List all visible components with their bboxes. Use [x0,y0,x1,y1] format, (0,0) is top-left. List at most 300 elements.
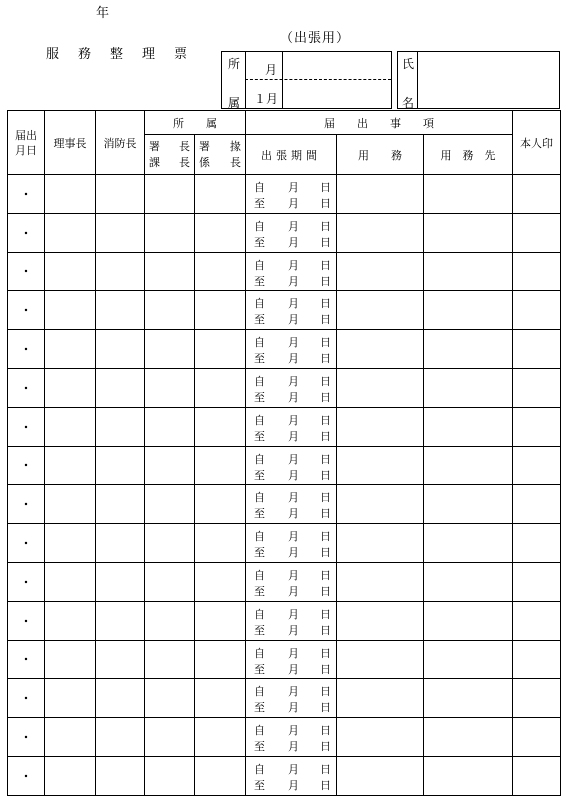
date-separator: ・ [20,575,32,589]
table-row [8,485,561,524]
business-cell[interactable] [337,601,424,640]
month-label: 月 [288,507,299,521]
seal-cell[interactable] [513,446,561,485]
table-row [8,562,561,601]
notify-date-cell[interactable] [8,330,45,369]
aff-col1-c3: 課 [149,155,160,169]
fire-chief-cell[interactable] [96,175,145,214]
chief-director-cell[interactable] [45,485,96,524]
seal-cell[interactable] [513,524,561,563]
day-label: 日 [320,258,331,272]
aff-col2-cell[interactable] [195,524,246,563]
period-prefix: 自 [254,530,265,544]
table-row [8,407,561,446]
day-label: 日 [320,568,331,582]
month-label: 月 [288,429,299,443]
table-row [8,679,561,718]
period-cell[interactable] [246,640,337,679]
month-cell[interactable] [245,51,283,109]
month-label: 月 [288,646,299,660]
business-header: 用 務 [337,135,424,175]
table-row [8,446,561,485]
destination-cell[interactable] [424,524,513,563]
name-input-cell[interactable] [417,51,560,109]
chief-director-cell[interactable] [45,524,96,563]
day-label: 日 [320,607,331,621]
date-separator: ・ [20,187,32,201]
month-label: 月 [288,352,299,366]
notify-date-cell[interactable] [8,175,45,214]
destination-cell[interactable] [424,446,513,485]
seal-cell[interactable] [513,718,561,757]
aff-col1-cell[interactable] [145,679,195,718]
day-label: 日 [320,313,331,327]
period-cell[interactable] [246,330,337,369]
aff-col2-cell[interactable] [195,562,246,601]
destination-cell[interactable] [424,368,513,407]
month-label: 月 [288,584,299,598]
seal-cell[interactable] [513,252,561,291]
fire-chief-cell[interactable] [96,562,145,601]
period-prefix: 至 [254,468,265,482]
date-separator: ・ [20,381,32,395]
table-row [8,252,561,291]
period-cell[interactable] [246,524,337,563]
business-cell[interactable] [337,562,424,601]
notify-date-cell[interactable] [8,368,45,407]
day-label: 日 [320,530,331,544]
destination-cell[interactable] [424,213,513,252]
aff-col1-cell[interactable] [145,485,195,524]
chief-director-cell[interactable] [45,718,96,757]
aff-col2-cell[interactable] [195,291,246,330]
aff-col2-cell[interactable] [195,330,246,369]
day-label: 日 [320,274,331,288]
business-cell[interactable] [337,718,424,757]
aff-col2-cell[interactable] [195,213,246,252]
notify-date-cell[interactable] [8,524,45,563]
table-row [8,213,561,252]
date-separator: ・ [20,226,32,240]
seal-header: 本人印 [513,111,561,175]
notify-date-line2: 月日 [15,143,37,157]
date-separator: ・ [20,498,32,512]
business-cell[interactable] [337,446,424,485]
aff-col2-cell[interactable] [195,175,246,214]
seal-cell[interactable] [513,679,561,718]
day-label: 日 [320,662,331,676]
date-separator: ・ [20,731,32,745]
form-title: 服務整理票 [46,47,207,62]
chief-director-cell[interactable] [45,679,96,718]
notify-date-line1: 届出 [15,128,37,142]
chief-director-cell[interactable] [45,368,96,407]
seal-cell[interactable] [513,756,561,795]
date-separator: ・ [20,653,32,667]
day-label: 日 [320,197,331,210]
day-label: 日 [320,546,331,560]
fire-chief-cell[interactable] [96,213,145,252]
period-prefix: 自 [254,607,265,621]
aff-col1-cell[interactable] [145,562,195,601]
period-cell[interactable] [246,446,337,485]
affiliation-bottom-char: 属 [228,96,241,110]
notify-date-cell[interactable] [8,291,45,330]
month-label: 月 [288,762,299,776]
aff-col2-c2: 掾 [230,139,241,153]
aff-col1-c2: 長 [179,139,190,153]
destination-cell[interactable] [424,640,513,679]
month-label: 月 [288,258,299,272]
seal-cell[interactable] [513,485,561,524]
table-row [8,601,561,640]
aff-col2-header [195,135,246,175]
period-cell[interactable] [246,175,337,214]
destination-cell[interactable] [424,562,513,601]
affiliation-top-char: 所 [228,57,241,71]
fire-chief-cell[interactable] [96,368,145,407]
name-bottom-char: 名 [402,96,415,110]
aff-col2-cell[interactable] [195,640,246,679]
service-record-table [7,110,561,796]
aff-col1-cell[interactable] [145,330,195,369]
aff-col1-cell[interactable] [145,718,195,757]
day-label: 日 [320,336,331,350]
day-label: 日 [320,724,331,738]
period-cell[interactable] [246,601,337,640]
month-label: 月 [288,685,299,699]
day-label: 日 [320,352,331,366]
business-cell[interactable] [337,175,424,214]
notify-date-cell[interactable] [8,679,45,718]
month-label: 月 [288,778,299,792]
notify-date-cell[interactable] [8,562,45,601]
date-separator: ・ [20,769,32,783]
day-label: 日 [320,429,331,443]
aff-col2-cell[interactable] [195,446,246,485]
fire-chief-cell[interactable] [96,330,145,369]
period-prefix: 至 [254,662,265,676]
period-cell[interactable] [246,718,337,757]
aff-col1-header [145,135,195,175]
seal-cell[interactable] [513,562,561,601]
day-label: 日 [320,390,331,404]
header-info-box [221,51,560,109]
notify-date-cell[interactable] [8,407,45,446]
period-cell[interactable] [246,485,337,524]
date-separator: ・ [20,614,32,628]
date-separator: ・ [20,420,32,434]
month-label: 月 [288,607,299,621]
notify-date-cell[interactable] [8,485,45,524]
seal-cell[interactable] [513,407,561,446]
notify-date-cell[interactable] [8,446,45,485]
destination-cell[interactable] [424,485,513,524]
aff-col1-c4: 長 [179,155,190,169]
period-prefix: 自 [254,219,265,233]
business-cell[interactable] [337,407,424,446]
period-prefix: 自 [254,297,265,311]
period-prefix: 至 [254,313,265,327]
business-cell[interactable] [337,524,424,563]
aff-col1-cell[interactable] [145,640,195,679]
destination-cell[interactable] [424,718,513,757]
period-cell[interactable] [246,213,337,252]
period-prefix: 自 [254,258,265,272]
month-label: 月 [288,662,299,676]
destination-cell[interactable] [424,407,513,446]
period-prefix: 至 [254,507,265,521]
day-label: 日 [320,623,331,637]
period-prefix: 至 [254,235,265,249]
period-cell[interactable] [246,291,337,330]
fire-chief-cell[interactable] [96,718,145,757]
destination-cell[interactable] [424,252,513,291]
day-label: 日 [320,452,331,466]
month-label: 月 [288,336,299,350]
period-prefix: 自 [254,685,265,699]
business-cell[interactable] [337,213,424,252]
aff-col1-cell[interactable] [145,175,195,214]
chief-director-cell[interactable] [45,756,96,795]
period-prefix: 至 [254,623,265,637]
month-label: 月 [288,546,299,560]
day-label: 日 [320,219,331,233]
month-label: 月 [288,235,299,249]
table-row [8,175,561,214]
period-cell[interactable] [246,756,337,795]
table-row [8,291,561,330]
seal-cell[interactable] [513,330,561,369]
day-label: 日 [320,468,331,482]
seal-cell[interactable] [513,601,561,640]
day-label: 日 [320,413,331,427]
day-label: 日 [320,181,331,194]
seal-cell[interactable] [513,213,561,252]
notify-date-cell[interactable] [8,213,45,252]
year-label: 年 [96,6,110,21]
month-row2: １月 [254,92,279,106]
table-row [8,718,561,757]
month-label: 月 [288,623,299,637]
notify-date-cell[interactable] [8,601,45,640]
period-prefix: 至 [254,429,265,443]
month-label: 月 [288,724,299,738]
day-label: 日 [320,297,331,311]
chief-director-cell[interactable] [45,640,96,679]
fire-chief-cell[interactable] [96,679,145,718]
period-prefix: 自 [254,374,265,388]
aff-col2-c1: 署 [199,139,210,153]
business-cell[interactable] [337,368,424,407]
destination-header: 用 務 先 [424,135,513,175]
day-label: 日 [320,235,331,249]
day-label: 日 [320,778,331,792]
date-separator: ・ [20,265,32,279]
fire-chief-cell[interactable] [96,446,145,485]
period-prefix: 至 [254,390,265,404]
chief-director-header: 理事長 [45,111,96,175]
aff-col2-cell[interactable] [195,679,246,718]
period-cell[interactable] [246,368,337,407]
month-label: 月 [288,219,299,233]
aff-col2-cell[interactable] [195,718,246,757]
period-prefix: 至 [254,584,265,598]
period-prefix: 自 [254,762,265,776]
period-prefix: 自 [254,724,265,738]
fire-chief-cell[interactable] [96,485,145,524]
month-label: 月 [288,274,299,288]
fire-chief-cell[interactable] [96,601,145,640]
business-cell[interactable] [337,252,424,291]
day-label: 日 [320,507,331,521]
chief-director-cell[interactable] [45,252,96,291]
aff-col1-cell[interactable] [145,407,195,446]
business-cell[interactable] [337,640,424,679]
destination-cell[interactable] [424,756,513,795]
table-row [8,524,561,563]
aff-col1-cell[interactable] [145,524,195,563]
chief-director-cell[interactable] [45,601,96,640]
month-label: 月 [288,374,299,388]
fire-chief-cell[interactable] [96,756,145,795]
business-cell[interactable] [337,756,424,795]
period-prefix: 至 [254,546,265,560]
date-separator: ・ [20,692,32,706]
aff-col2-c3: 係 [199,155,210,169]
aff-col2-cell[interactable] [195,601,246,640]
seal-cell[interactable] [513,640,561,679]
day-label: 日 [320,646,331,660]
chief-director-cell[interactable] [45,175,96,214]
business-cell[interactable] [337,679,424,718]
chief-director-cell[interactable] [45,407,96,446]
chief-director-cell[interactable] [45,562,96,601]
aff-col2-cell[interactable] [195,756,246,795]
period-prefix: 自 [254,491,265,505]
month-label: 月 [288,390,299,404]
aff-col2-cell[interactable] [195,407,246,446]
destination-cell[interactable] [424,291,513,330]
aff-col1-cell[interactable] [145,213,195,252]
name-top-char: 氏 [402,57,415,71]
day-label: 日 [320,374,331,388]
destination-cell[interactable] [424,330,513,369]
destination-cell[interactable] [424,175,513,214]
period-prefix: 自 [254,413,265,427]
month-label: 月 [288,530,299,544]
aff-col1-cell[interactable] [145,601,195,640]
affiliation-input-cell[interactable] [282,51,392,109]
period-prefix: 至 [254,352,265,366]
seal-cell[interactable] [513,175,561,214]
period-cell[interactable] [246,252,337,291]
destination-cell[interactable] [424,601,513,640]
notify-group-header: 届 出 事 項 [246,111,513,135]
month-label: 月 [288,568,299,582]
aff-col1-cell[interactable] [145,756,195,795]
period-cell[interactable] [246,407,337,446]
name-label-cell [397,51,418,109]
seal-cell[interactable] [513,368,561,407]
month-label: 月 [288,452,299,466]
aff-col2-c4: 長 [230,155,241,169]
aff-col2-cell[interactable] [195,368,246,407]
table-row [8,640,561,679]
period-cell[interactable] [246,562,337,601]
month-label: 月 [288,701,299,715]
date-separator: ・ [20,304,32,318]
notify-date-cell[interactable] [8,718,45,757]
business-cell[interactable] [337,485,424,524]
date-separator: ・ [20,459,32,473]
period-prefix: 自 [254,646,265,660]
business-cell[interactable] [337,291,424,330]
period-prefix: 至 [254,197,265,210]
chief-director-cell[interactable] [45,213,96,252]
period-prefix: 至 [254,274,265,288]
chief-director-cell[interactable] [45,330,96,369]
chief-director-cell[interactable] [45,446,96,485]
period-prefix: 至 [254,778,265,792]
aff-col1-cell[interactable] [145,291,195,330]
day-label: 日 [320,685,331,699]
month-label: 月 [288,313,299,327]
fire-chief-cell[interactable] [96,407,145,446]
notify-date-cell[interactable] [8,640,45,679]
notify-date-cell[interactable] [8,252,45,291]
month-label: 月 [288,197,299,210]
notify-date-cell[interactable] [8,756,45,795]
day-label: 日 [320,740,331,754]
chief-director-cell[interactable] [45,291,96,330]
month-label: 月 [288,181,299,194]
day-label: 日 [320,762,331,776]
fire-chief-cell[interactable] [96,252,145,291]
fire-chief-cell[interactable] [96,291,145,330]
period-cell[interactable] [246,679,337,718]
month-label: 月 [288,297,299,311]
day-label: 日 [320,491,331,505]
table-row [8,368,561,407]
period-header: 出張期間 [246,135,337,175]
seal-cell[interactable] [513,291,561,330]
aff-col1-c1: 署 [149,139,160,153]
destination-cell[interactable] [424,679,513,718]
month-label: 月 [288,468,299,482]
fire-chief-cell[interactable] [96,524,145,563]
aff-col1-cell[interactable] [145,252,195,291]
month-label: 月 [288,491,299,505]
period-prefix: 至 [254,740,265,754]
month-row1: 月 [265,63,278,77]
aff-col1-cell[interactable] [145,446,195,485]
affiliation-group-header: 所 属 [145,111,246,135]
day-label: 日 [320,701,331,715]
period-prefix: 至 [254,701,265,715]
business-cell[interactable] [337,330,424,369]
form-purpose: （出張用） [280,31,351,46]
aff-col1-cell[interactable] [145,368,195,407]
date-separator: ・ [20,343,32,357]
aff-col2-cell[interactable] [195,252,246,291]
fire-chief-cell[interactable] [96,640,145,679]
period-prefix: 自 [254,452,265,466]
date-separator: ・ [20,537,32,551]
month-label: 月 [288,413,299,427]
notify-date-header [8,111,45,175]
aff-col2-cell[interactable] [195,485,246,524]
